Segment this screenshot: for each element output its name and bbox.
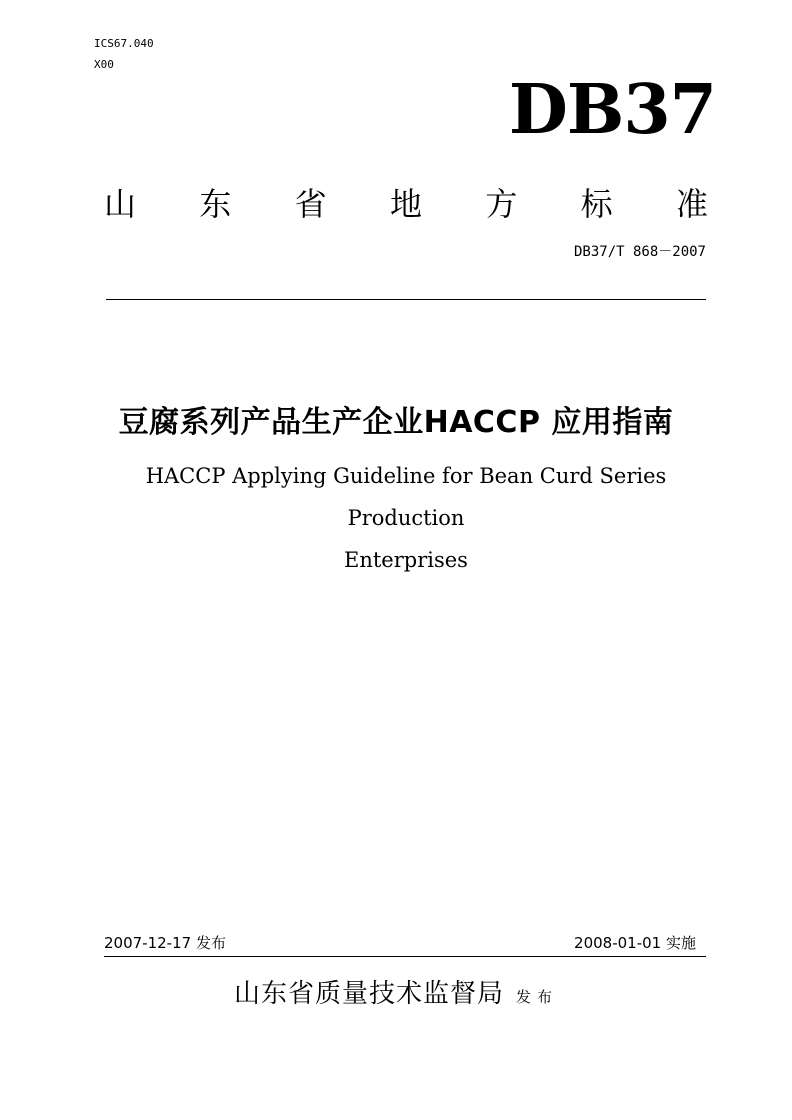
- standard-number: DB37/T 868－2007: [573, 244, 706, 260]
- standard-type-char: 准: [675, 185, 708, 223]
- standard-type-char: 山: [104, 185, 137, 223]
- title-english-line-1: HACCP Applying Guideline for Bean Curd Series Production: [145, 464, 667, 530]
- document-title-chinese: 豆腐系列产品生产企业HACCP 应用指南: [118, 405, 674, 440]
- top-divider: [106, 299, 706, 300]
- issue-date: 2007-12-17 发布: [104, 934, 226, 952]
- document-title-english: [96, 455, 716, 581]
- standard-type-char: 地: [389, 185, 422, 223]
- implementation-date: 2008-01-01 实施: [574, 934, 696, 952]
- standard-type-char: 方: [485, 185, 518, 223]
- ccs-code: X00: [94, 58, 114, 71]
- publish-label: 发布: [516, 988, 559, 1006]
- issuing-authority: [0, 976, 792, 1012]
- title-english-line-2: Enterprises: [344, 548, 468, 572]
- standard-type-char: 标: [580, 185, 613, 223]
- bottom-divider: [104, 956, 706, 957]
- standard-type-heading: [104, 182, 708, 226]
- standard-type-char: 东: [199, 185, 232, 223]
- standard-code: DB37: [508, 70, 716, 150]
- standard-type-char: 省: [294, 185, 327, 223]
- ics-code: ICS67.040: [94, 37, 154, 50]
- authority-name: 山东省质量技术监督局: [233, 979, 504, 1009]
